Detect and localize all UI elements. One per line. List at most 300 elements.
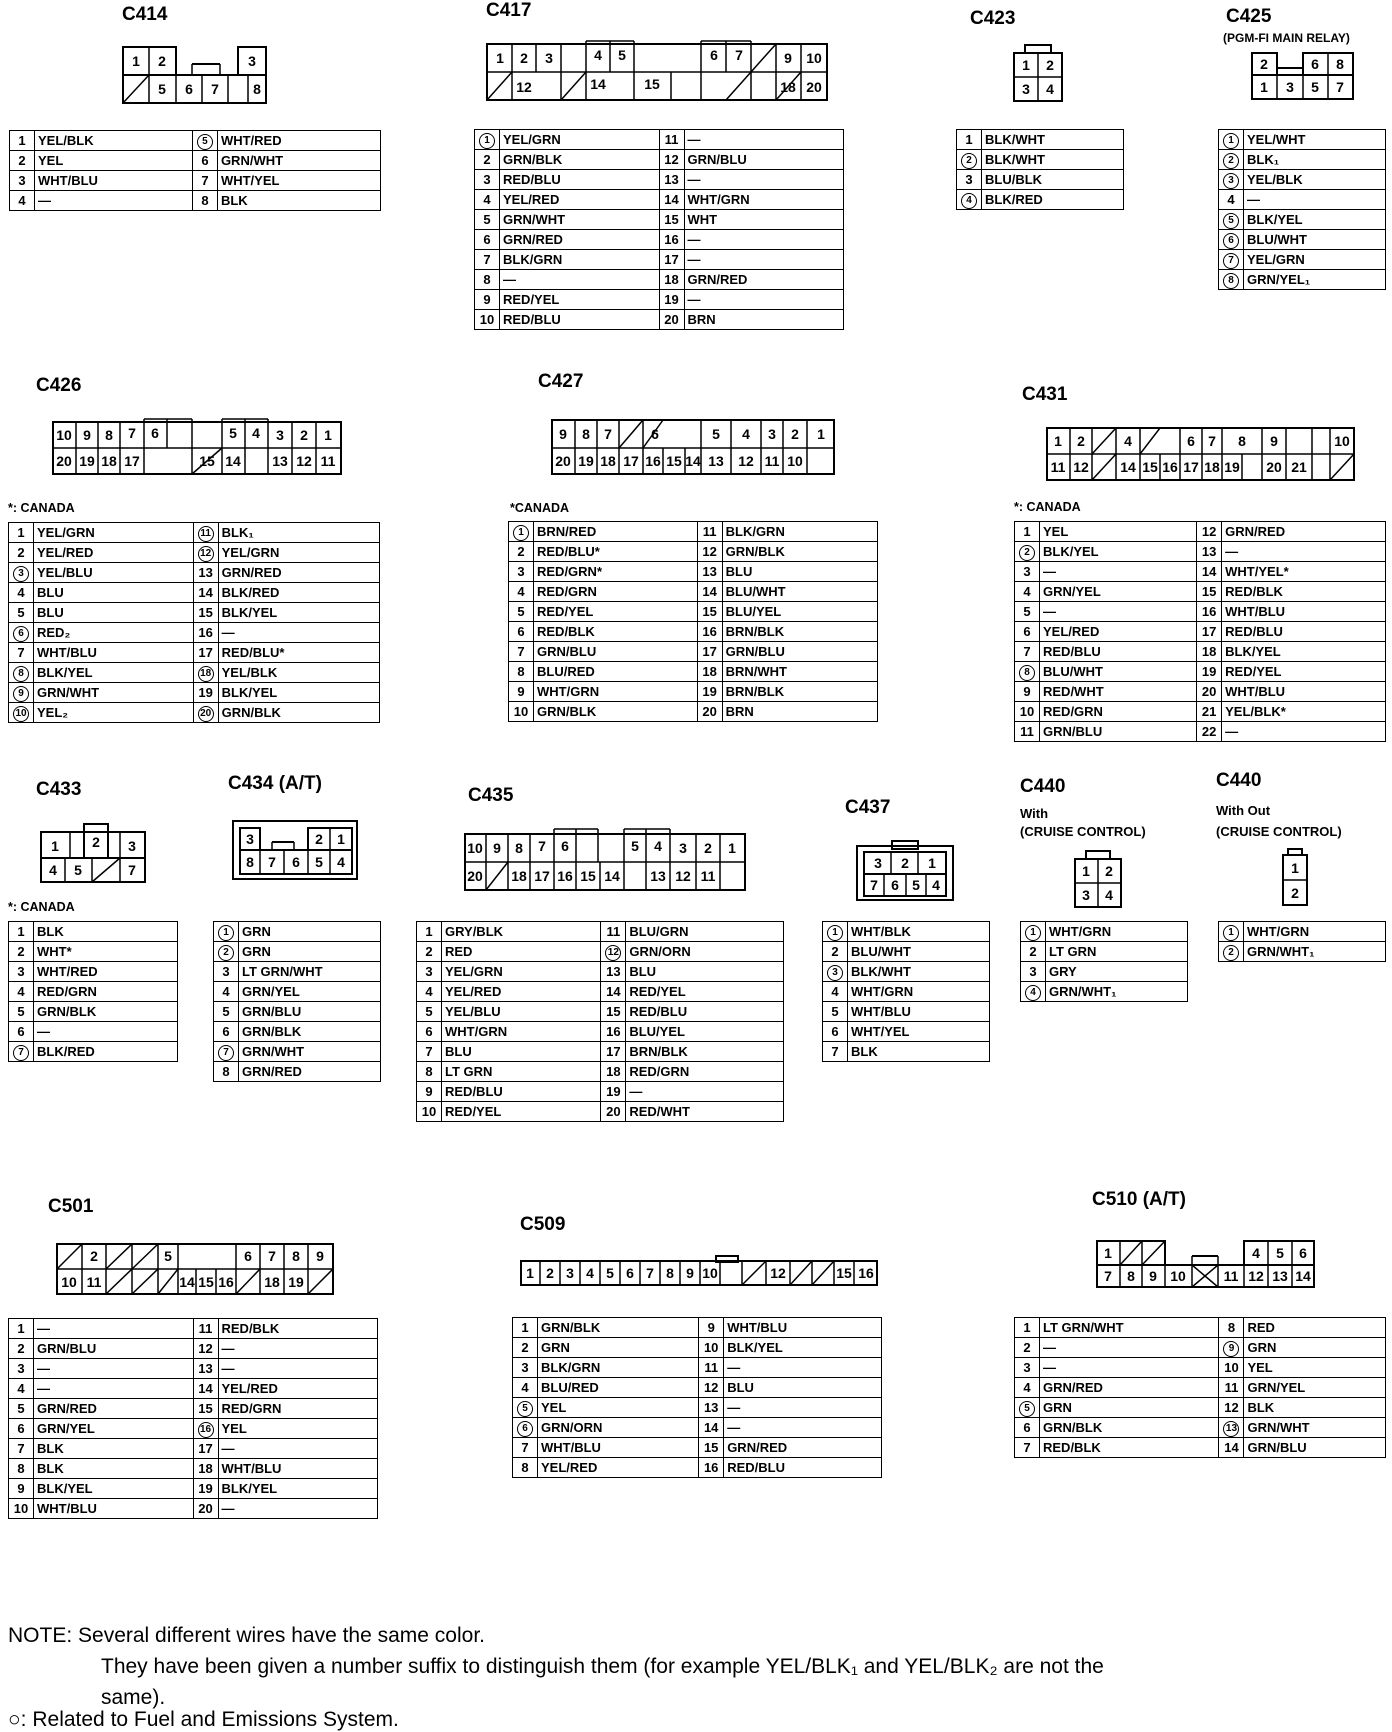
pin-number: 6	[1015, 1418, 1040, 1438]
pin-number-circled: 13	[1223, 1421, 1239, 1437]
svg-text:7: 7	[1208, 433, 1216, 449]
pin-number: 4	[214, 982, 239, 1002]
table-row	[9, 1002, 178, 1022]
title-c501: C501	[48, 1196, 94, 1217]
pin-number: 14	[697, 582, 722, 602]
wire-color: BLU/YEL	[626, 1022, 784, 1042]
wire-color: —	[218, 1439, 378, 1459]
pin-number: 19	[697, 682, 722, 702]
wire-color: GRY	[1046, 962, 1188, 982]
svg-text:8: 8	[246, 854, 254, 870]
table-row	[509, 642, 878, 662]
svg-text:5: 5	[631, 838, 639, 854]
pin-number: 1	[957, 130, 982, 150]
table-row	[9, 643, 380, 663]
svg-text:4: 4	[337, 854, 345, 870]
table-row	[417, 1082, 784, 1102]
svg-text:10: 10	[1334, 433, 1350, 449]
wire-color: GRN/RED	[724, 1438, 882, 1458]
pin-number: 3	[1021, 962, 1046, 982]
svg-text:14: 14	[604, 868, 620, 884]
wire-color: WHT	[684, 210, 844, 230]
pin-number: 12	[193, 1339, 218, 1359]
table-row	[823, 942, 990, 962]
pin-number: 11	[601, 922, 626, 942]
footer-note-line3: same).	[101, 1686, 166, 1709]
pin-number: 4	[1015, 582, 1040, 602]
table-row	[9, 523, 380, 543]
pin-number-circled: 2	[1019, 545, 1035, 561]
svg-text:9: 9	[83, 427, 91, 443]
pin-number: 2	[513, 1338, 538, 1358]
table-row	[957, 170, 1124, 190]
table-row	[1219, 230, 1386, 250]
svg-text:9: 9	[1270, 433, 1278, 449]
svg-text:7: 7	[735, 47, 743, 63]
pin-number: 6	[417, 1022, 442, 1042]
table-row	[9, 982, 178, 1002]
svg-text:3: 3	[545, 50, 553, 66]
pin-number: 9	[475, 290, 500, 310]
table-row	[1015, 642, 1386, 662]
wire-color: YEL/BLU	[34, 563, 194, 583]
wire-color: RED/BLU	[442, 1082, 601, 1102]
c426-wire-table	[8, 522, 380, 723]
table-row	[823, 1022, 990, 1042]
pin-number: 13	[659, 170, 684, 190]
table-row	[1015, 702, 1386, 722]
pin-number: 11	[1219, 1378, 1244, 1398]
wire-color: WHT/BLU	[1222, 602, 1386, 622]
pin-number	[1219, 1418, 1244, 1438]
c433-connector-face	[40, 822, 150, 884]
svg-text:9: 9	[784, 50, 792, 66]
c423-connector-face	[1013, 44, 1065, 104]
wire-color: GRN/RED	[500, 230, 660, 250]
table-row	[475, 290, 844, 310]
pin-number: 4	[417, 982, 442, 1002]
pin-number	[1219, 1338, 1244, 1358]
wire-color: RED/BLU	[724, 1458, 882, 1478]
wire-color: WHT/GRN	[684, 190, 844, 210]
table-row	[10, 191, 381, 211]
svg-text:14: 14	[1120, 459, 1136, 475]
pin-number	[1219, 230, 1244, 250]
pin-number: 9	[9, 1479, 34, 1499]
wire-color: BLK/YEL	[1040, 542, 1197, 562]
svg-text:8: 8	[582, 426, 590, 442]
svg-text:2: 2	[90, 1248, 98, 1264]
title-c440-with: C440	[1020, 776, 1066, 797]
table-row	[9, 1319, 378, 1339]
pin-number	[957, 190, 982, 210]
svg-text:11: 11	[86, 1274, 102, 1290]
svg-text:9: 9	[559, 426, 567, 442]
pin-number	[1015, 542, 1040, 562]
wire-color: GRN/YEL	[239, 982, 381, 1002]
pin-number	[1021, 922, 1046, 942]
table-row	[9, 623, 380, 643]
wire-color: GRN/WHT	[239, 1042, 381, 1062]
svg-text:3: 3	[768, 426, 776, 442]
table-row	[509, 622, 878, 642]
table-row	[417, 962, 784, 982]
pin-number: 12	[1197, 522, 1222, 542]
svg-text:12: 12	[1248, 1268, 1264, 1284]
pin-number: 5	[509, 602, 534, 622]
note-c426-canada: *: CANADA	[8, 501, 75, 515]
pin-number-circled: 3	[1223, 173, 1239, 189]
table-row	[513, 1358, 882, 1378]
footer-note-line1: NOTE: Several different wires have the same color.	[8, 1624, 485, 1647]
table-row	[214, 982, 381, 1002]
wire-color: WHT/GRN	[534, 682, 698, 702]
c510-wire-table	[1014, 1317, 1386, 1458]
svg-text:3: 3	[1022, 81, 1030, 97]
svg-text:1: 1	[1291, 860, 1299, 876]
pin-number: 12	[1219, 1398, 1244, 1418]
wire-color: BLK/YEL	[218, 603, 379, 623]
wire-color: BLK	[34, 922, 178, 942]
wire-color: BLK/YEL	[34, 1479, 194, 1499]
subtitle-c425: (PGM-FI MAIN RELAY)	[1223, 31, 1350, 45]
pin-number: 9	[509, 682, 534, 702]
svg-text:18: 18	[264, 1274, 280, 1290]
wire-color: RED/YEL	[534, 602, 698, 622]
table-row	[1021, 922, 1188, 942]
svg-text:11: 11	[1223, 1268, 1239, 1284]
table-row	[417, 942, 784, 962]
pin-number	[9, 623, 34, 643]
wire-color: GRN/RED	[218, 563, 379, 583]
wire-color: RED/YEL	[626, 982, 784, 1002]
svg-text:12: 12	[675, 868, 691, 884]
svg-text:3: 3	[1082, 887, 1090, 903]
svg-text:17: 17	[1183, 459, 1199, 475]
wire-color: —	[34, 1022, 178, 1042]
wire-color: —	[1040, 562, 1197, 582]
pin-number: 4	[513, 1378, 538, 1398]
wire-color: BLU/RED	[538, 1378, 699, 1398]
table-row	[823, 922, 990, 942]
wire-color: RED/GRN	[1040, 702, 1197, 722]
pin-number: 5	[475, 210, 500, 230]
svg-text:3: 3	[566, 1265, 574, 1281]
c425-connector-face	[1251, 52, 1357, 102]
svg-text:7: 7	[268, 1248, 276, 1264]
table-row	[1021, 962, 1188, 982]
wire-color: GRN/RED	[239, 1062, 381, 1082]
pin-number: 2	[1015, 1338, 1040, 1358]
svg-text:1: 1	[1104, 1245, 1112, 1261]
pin-number	[193, 523, 218, 543]
pin-number-circled: 6	[13, 626, 29, 642]
wire-color: GRN	[239, 922, 381, 942]
pin-number: 3	[509, 562, 534, 582]
wire-color: —	[724, 1358, 882, 1378]
pin-number: 7	[509, 642, 534, 662]
svg-text:17: 17	[623, 453, 639, 469]
pin-number: 7	[823, 1042, 848, 1062]
pin-number: 3	[417, 962, 442, 982]
wire-color: —	[626, 1082, 784, 1102]
svg-text:17: 17	[534, 868, 550, 884]
title-c434: C434 (A/T)	[228, 773, 322, 794]
wire-color: BLK/YEL	[1244, 210, 1386, 230]
table-row	[513, 1318, 882, 1338]
wire-color: BLK	[848, 1042, 990, 1062]
pin-number: 7	[9, 643, 34, 663]
svg-text:6: 6	[1187, 433, 1195, 449]
wire-color: RED/BLU*	[534, 542, 698, 562]
pin-number: 3	[1015, 1358, 1040, 1378]
wire-color: —	[218, 1359, 378, 1379]
wire-color: GRN/BLU	[722, 642, 877, 662]
svg-text:6: 6	[651, 426, 659, 442]
pin-number: 8	[417, 1062, 442, 1082]
svg-text:16: 16	[218, 1274, 234, 1290]
wire-color: BRN	[684, 310, 844, 330]
table-row	[9, 1419, 378, 1439]
table-row	[1015, 522, 1386, 542]
svg-text:6: 6	[292, 854, 300, 870]
wire-color: BRN	[722, 702, 877, 722]
svg-text:6: 6	[185, 81, 193, 97]
c417-connector-face	[486, 40, 831, 102]
pin-number	[1219, 150, 1244, 170]
table-row	[1015, 542, 1386, 562]
pin-number-circled: 2	[1223, 153, 1239, 169]
svg-text:1: 1	[928, 855, 936, 871]
title-c417: C417	[486, 0, 532, 21]
wire-color: RED	[442, 942, 601, 962]
wire-color: YEL	[218, 1419, 378, 1439]
wire-color: WHT/GRN	[1046, 922, 1188, 942]
pin-number: 1	[9, 1319, 34, 1339]
wire-color: GRN	[538, 1338, 699, 1358]
wire-color: —	[218, 1339, 378, 1359]
pin-number: 7	[513, 1438, 538, 1458]
svg-text:15: 15	[199, 453, 215, 469]
wire-color: GRN/BLU	[239, 1002, 381, 1022]
pin-number-circled: 1	[827, 925, 843, 941]
wire-color: —	[34, 1359, 194, 1379]
pin-number: 2	[1021, 942, 1046, 962]
wire-color: BLU	[724, 1378, 882, 1398]
pin-number	[601, 942, 626, 962]
svg-text:9: 9	[686, 1265, 694, 1281]
pin-number: 14	[601, 982, 626, 1002]
pin-number: 18	[1197, 642, 1222, 662]
table-row	[9, 1359, 378, 1379]
c417-wire-table	[474, 129, 844, 330]
pin-number: 13	[193, 1359, 218, 1379]
table-row	[1015, 722, 1386, 742]
note-c433-canada: *: CANADA	[8, 900, 75, 914]
svg-text:11: 11	[700, 868, 716, 884]
wire-color: BLK/YEL	[1222, 642, 1386, 662]
pin-number	[475, 130, 500, 150]
c434-wire-table	[213, 921, 381, 1082]
pin-number-circled: 2	[1223, 945, 1239, 961]
svg-text:1: 1	[817, 426, 825, 442]
title-c427: C427	[538, 371, 584, 392]
wire-color: YEL/GRN	[442, 962, 601, 982]
wire-color: RED/BLK	[534, 622, 698, 642]
title-c433: C433	[36, 779, 82, 800]
pin-number: 20	[1197, 682, 1222, 702]
wire-color: WHT/BLU	[35, 171, 193, 191]
wire-color: GRN/RED	[34, 1399, 194, 1419]
svg-text:12: 12	[296, 453, 312, 469]
pin-number-circled: 6	[1223, 233, 1239, 249]
svg-text:18: 18	[780, 79, 796, 95]
svg-text:20: 20	[467, 868, 483, 884]
pin-number: 15	[193, 603, 218, 623]
table-row	[1219, 922, 1386, 942]
pin-number: 16	[1197, 602, 1222, 622]
svg-text:1: 1	[1022, 57, 1030, 73]
table-row	[214, 962, 381, 982]
title-c509: C509	[520, 1214, 566, 1235]
wire-color: BLU/GRN	[626, 922, 784, 942]
wire-color: —	[1040, 602, 1197, 622]
pin-number: 8	[1219, 1318, 1244, 1338]
svg-text:2: 2	[791, 426, 799, 442]
wire-color: —	[724, 1398, 882, 1418]
pin-number: 2	[823, 942, 848, 962]
pin-number: 14	[1219, 1438, 1244, 1458]
wire-color: GRN/RED	[684, 270, 844, 290]
wire-color: RED/GRN*	[534, 562, 698, 582]
wire-color: GRN/BLU	[684, 150, 844, 170]
wire-color: BLK/RED	[982, 190, 1124, 210]
pin-number	[9, 663, 34, 683]
title-c425: C425	[1226, 6, 1272, 27]
wire-color: —	[684, 290, 844, 310]
wire-color: —	[218, 623, 379, 643]
table-row	[1015, 1398, 1386, 1418]
svg-text:14: 14	[1295, 1268, 1311, 1284]
table-row	[9, 703, 380, 723]
c425-wire-table	[1218, 129, 1386, 290]
wire-color: YEL/GRN	[34, 523, 194, 543]
wire-color: WHT/RED	[217, 131, 380, 151]
svg-text:11: 11	[320, 453, 336, 469]
wire-color: WHT*	[34, 942, 178, 962]
pin-number: 22	[1197, 722, 1222, 742]
pin-number-circled: 12	[605, 945, 621, 961]
svg-text:7: 7	[128, 425, 136, 441]
pin-number: 1	[9, 523, 34, 543]
c437-wire-table	[822, 921, 990, 1062]
pin-number: 9	[417, 1082, 442, 1102]
pin-number: 8	[509, 662, 534, 682]
pin-number: 18	[659, 270, 684, 290]
wire-color: LT GRN/WHT	[239, 962, 381, 982]
pin-number: 19	[193, 683, 218, 703]
svg-text:3: 3	[276, 427, 284, 443]
table-row	[1015, 1438, 1386, 1458]
table-row	[1015, 1418, 1386, 1438]
pin-number: 7	[192, 171, 217, 191]
pin-number-circled: 4	[1025, 985, 1041, 1001]
wire-color: —	[1222, 722, 1386, 742]
pin-number: 20	[659, 310, 684, 330]
footer-legend: ○: Related to Fuel and Emissions System.	[8, 1708, 399, 1731]
title-c440-without: C440	[1216, 770, 1262, 791]
table-row	[475, 270, 844, 290]
c501-wire-table	[8, 1318, 378, 1519]
svg-text:4: 4	[742, 426, 750, 442]
wire-color: —	[34, 1319, 194, 1339]
c414-wire-table	[9, 130, 381, 211]
pin-number-circled: 12	[198, 546, 214, 562]
wire-color: GRN/WHT	[1244, 1418, 1386, 1438]
pin-number: 19	[1197, 662, 1222, 682]
pin-number	[192, 131, 217, 151]
svg-text:5: 5	[618, 47, 626, 63]
svg-text:6: 6	[626, 1265, 634, 1281]
pin-number-circled: 18	[198, 666, 214, 682]
pin-number: 9	[699, 1318, 724, 1338]
table-row	[9, 962, 178, 982]
svg-text:5: 5	[1276, 1245, 1284, 1261]
table-row	[214, 922, 381, 942]
pin-number: 5	[9, 603, 34, 623]
wire-color: —	[218, 1499, 378, 1519]
note-c431-canada: *: CANADA	[1014, 500, 1081, 514]
table-row	[509, 662, 878, 682]
table-row	[1015, 1378, 1386, 1398]
svg-text:4: 4	[1046, 81, 1054, 97]
svg-text:18: 18	[101, 453, 117, 469]
wire-color: RED/GRN	[534, 582, 698, 602]
wire-color: GRN/BLK	[1040, 1418, 1219, 1438]
wire-color: GRN/WHT₁	[1046, 982, 1188, 1002]
table-row	[513, 1458, 882, 1478]
wire-color: RED/YEL	[500, 290, 660, 310]
pin-number	[823, 962, 848, 982]
title-c426: C426	[36, 375, 82, 396]
title-c414: C414	[122, 4, 168, 25]
svg-text:13: 13	[650, 868, 666, 884]
table-row	[823, 1002, 990, 1022]
pin-number: 17	[193, 643, 218, 663]
svg-text:2: 2	[1105, 863, 1113, 879]
wire-color: —	[500, 270, 660, 290]
pin-number: 2	[9, 942, 34, 962]
wire-color: BLK/RED	[34, 1042, 178, 1062]
wire-color: WHT/GRN	[1244, 922, 1386, 942]
svg-text:8: 8	[253, 81, 261, 97]
wire-color: —	[684, 250, 844, 270]
svg-text:19: 19	[578, 453, 594, 469]
table-row	[1219, 250, 1386, 270]
c440-with-wire-table	[1020, 921, 1188, 1002]
table-row	[214, 1002, 381, 1022]
svg-text:8: 8	[105, 427, 113, 443]
wire-color: GRN/ORN	[538, 1418, 699, 1438]
wire-color: YEL/RED	[34, 543, 194, 563]
pin-number: 4	[1219, 190, 1244, 210]
c427-connector-face	[551, 416, 836, 478]
svg-text:12: 12	[770, 1265, 786, 1281]
pin-number: 16	[697, 622, 722, 642]
c427-wire-table	[508, 521, 878, 722]
wire-color: GRN/YEL	[1040, 582, 1197, 602]
pin-number: 4	[823, 982, 848, 1002]
